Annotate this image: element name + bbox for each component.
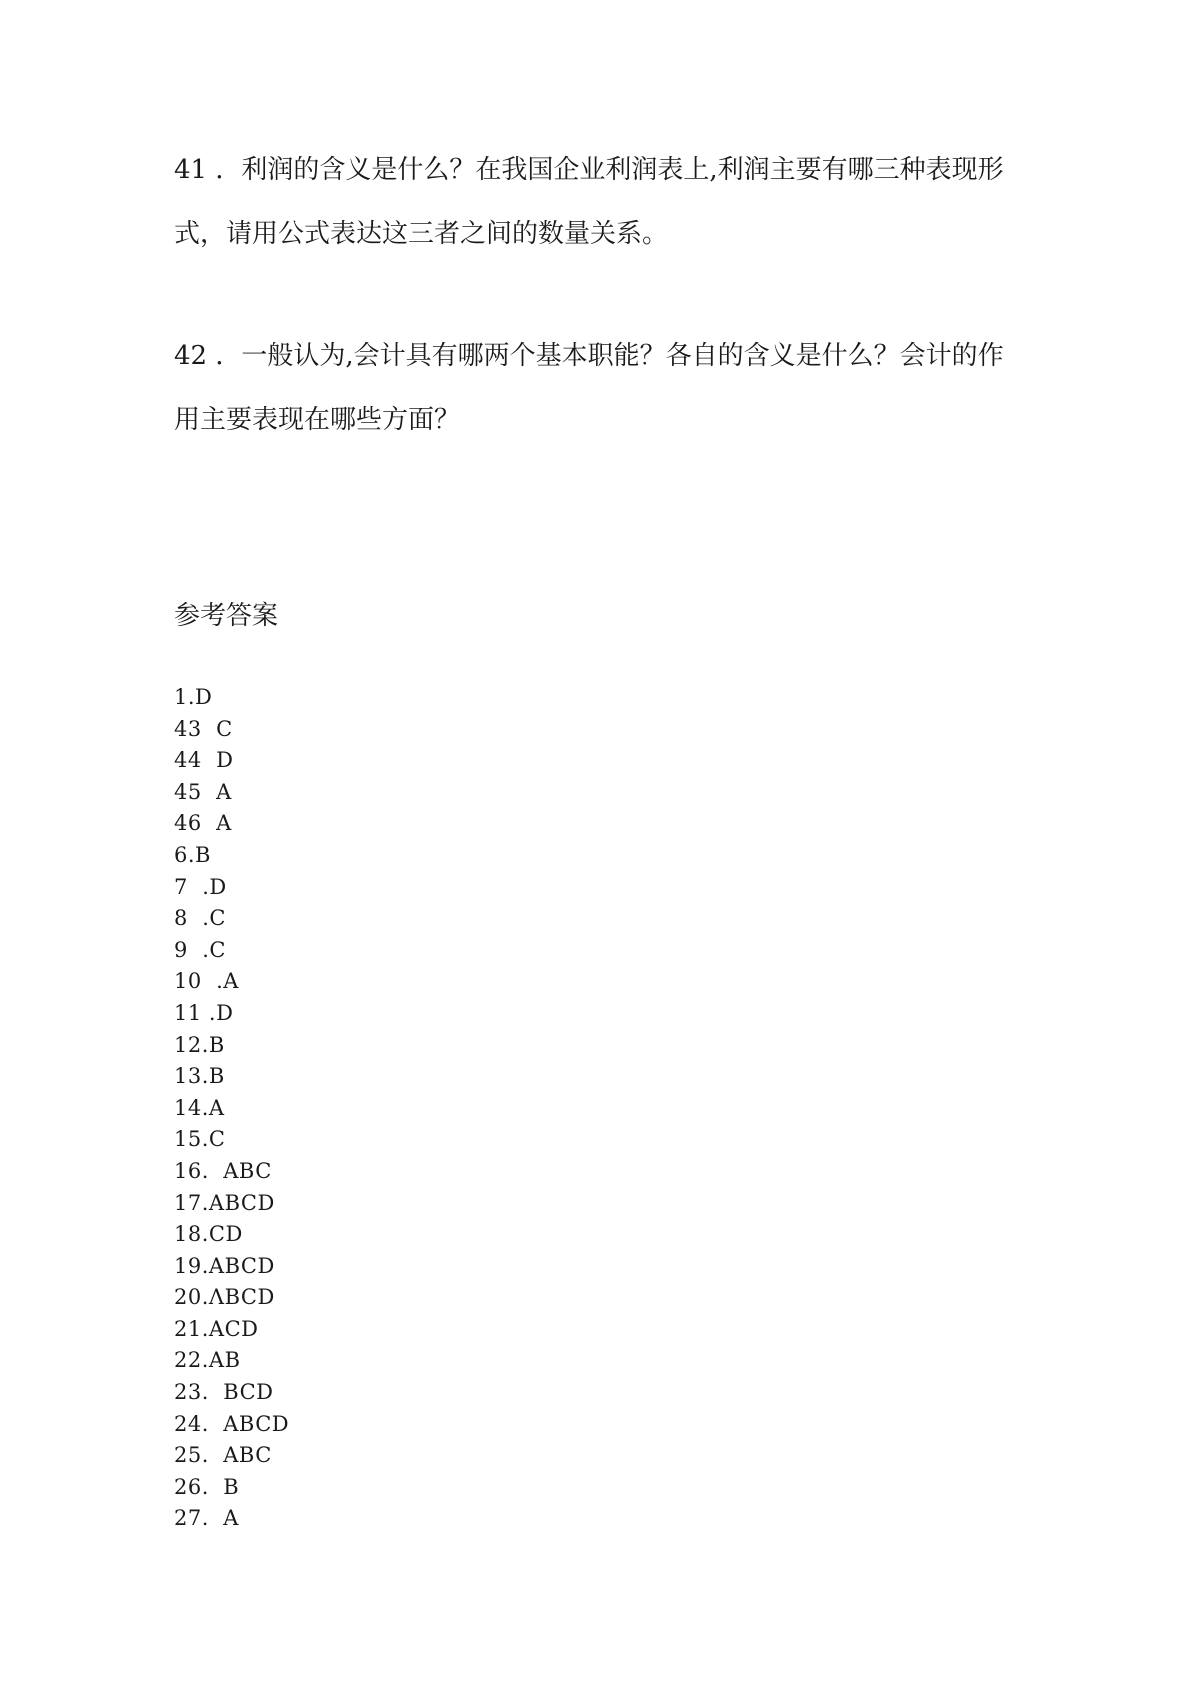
answer-item: 22.AB (174, 1348, 241, 1373)
answer-item: 24. ABCD (174, 1411, 290, 1436)
answer-item: 16. ABC (174, 1158, 272, 1183)
answer-item: 26. B (174, 1474, 240, 1499)
answer-section-title: 参考答案 (174, 601, 279, 631)
question-42-line-2: 用主要表现在哪些方面？ (174, 405, 461, 435)
question-41-line-2: 式，请用公式表达这三者之间的数量关系。 (174, 219, 669, 249)
answer-item: 10 .A (174, 969, 239, 994)
answer-item: 27. A (174, 1506, 239, 1531)
answer-item: 7 .D (174, 874, 227, 899)
answer-item: 12.B (174, 1032, 225, 1057)
answer-item: 17.ABCD (174, 1190, 275, 1215)
answer-item: 19.ABCD (174, 1253, 275, 1278)
answer-item: 6.B (174, 842, 211, 867)
question-42-line-1: 42 ．一般认为,会计具有哪两个基本职能？各自的含义是什么？会计的作 (174, 341, 1004, 371)
answer-item: 18.CD (174, 1222, 243, 1247)
answer-item: 44 D (174, 748, 234, 773)
answer-item: 43 C (174, 716, 233, 741)
answer-item: 9 .C (174, 937, 226, 962)
answer-item: 23. BCD (174, 1380, 274, 1405)
question-42 (174, 324, 1014, 452)
answer-item: 15.C (174, 1127, 226, 1152)
answer-item: 14.A (174, 1095, 225, 1120)
answer-item: 45 A (174, 779, 232, 804)
answer-item: 25. ABC (174, 1443, 272, 1468)
answer-list (174, 682, 289, 1535)
answer-item: 46 A (174, 811, 232, 836)
answer-item: 20.ΛBCD (174, 1285, 275, 1310)
question-41-line-1: 41 ．利润的含义是什么？在我国企业利润表上,利润主要有哪三种表现形 (174, 155, 1004, 185)
answer-item: 1.D (174, 685, 213, 709)
answer-item: 8 .C (174, 906, 226, 931)
answer-item: 13.B (174, 1064, 225, 1089)
answer-item: 21.ACD (174, 1316, 259, 1341)
answer-item: 11 .D (174, 1000, 234, 1025)
question-41 (174, 138, 1014, 266)
